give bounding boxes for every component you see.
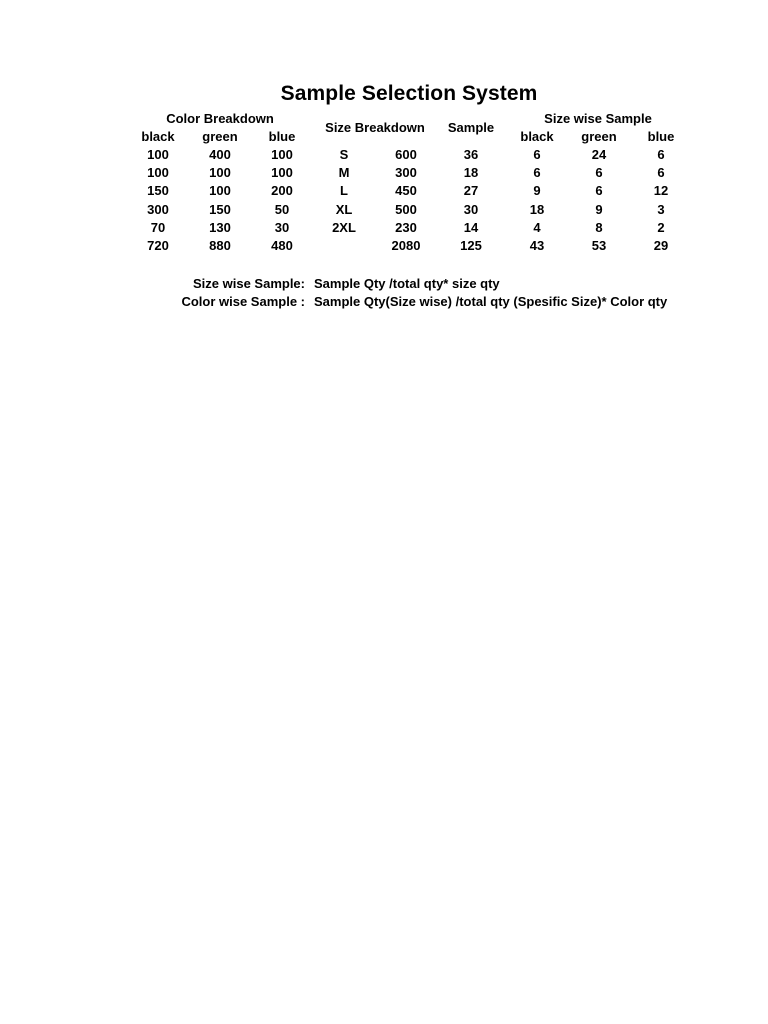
cell-color-blue: 200 [271, 183, 293, 198]
cell-sample-green: 9 [595, 202, 603, 217]
cell-color-black: 720 [147, 238, 169, 253]
cell-color-black: 100 [147, 165, 169, 180]
header-color-green: green [202, 129, 238, 144]
cell-color-green: 880 [209, 238, 231, 253]
cell-sample-green: 8 [595, 220, 603, 235]
cell-color-green: 100 [209, 183, 231, 198]
cell-size: L [340, 183, 348, 198]
header-sample-green: green [581, 129, 617, 144]
cell-color-black: 150 [147, 183, 169, 198]
cell-sample-green: 24 [591, 147, 607, 162]
cell-sample-blue: 6 [657, 165, 665, 180]
page-title: Sample Selection System [280, 82, 538, 105]
cell-size: 2XL [332, 220, 356, 235]
cell-sample-green: 53 [591, 238, 607, 253]
cell-sample-blue: 29 [653, 238, 669, 253]
cell-size-qty: 300 [395, 165, 417, 180]
cell-color-green: 100 [209, 165, 231, 180]
note-label-color-wise: Color wise Sample : [181, 294, 305, 309]
cell-color-blue: 50 [274, 202, 290, 217]
note-label-size-wise: Size wise Sample: [193, 276, 305, 291]
cell-color-black: 300 [147, 202, 169, 217]
cell-size-qty: 500 [395, 202, 417, 217]
header-sample-black: black [520, 129, 554, 144]
cell-sample-black: 4 [533, 220, 541, 235]
cell-sample: 14 [463, 220, 479, 235]
cell-color-green: 150 [209, 202, 231, 217]
cell-color-green: 400 [209, 147, 231, 162]
cell-sample: 18 [463, 165, 479, 180]
cell-size: M [338, 165, 350, 180]
note-text-color-wise: Sample Qty(Size wise) /total qty (Spesific Size)* Color qty [314, 294, 668, 309]
header-sample: Sample [447, 120, 495, 135]
cell-size-qty: 450 [395, 183, 417, 198]
header-sample-blue: blue [647, 129, 675, 144]
cell-sample-black: 9 [533, 183, 541, 198]
cell-size: XL [335, 202, 353, 217]
cell-sample-blue: 6 [657, 147, 665, 162]
cell-sample: 36 [463, 147, 479, 162]
cell-sample: 30 [463, 202, 479, 217]
header-color-black: black [141, 129, 175, 144]
cell-size-qty: 600 [395, 147, 417, 162]
cell-sample-green: 6 [595, 165, 603, 180]
header-color-breakdown: Color Breakdown [166, 111, 274, 126]
cell-color-blue: 100 [271, 147, 293, 162]
cell-sample-black: 18 [529, 202, 545, 217]
cell-size-qty: 230 [395, 220, 417, 235]
cell-size-qty: 2080 [391, 238, 421, 253]
cell-color-black: 100 [147, 147, 169, 162]
cell-sample-blue: 12 [653, 183, 669, 198]
cell-size: S [339, 147, 349, 162]
header-color-blue: blue [268, 129, 296, 144]
header-size-breakdown: Size Breakdown [325, 120, 425, 135]
cell-sample-black: 43 [529, 238, 545, 253]
cell-sample: 125 [460, 238, 482, 253]
cell-sample-blue: 3 [657, 202, 665, 217]
header-size-wise-sample: Size wise Sample [544, 111, 652, 126]
cell-color-blue: 30 [274, 220, 290, 235]
cell-sample-black: 6 [533, 165, 541, 180]
cell-sample-black: 6 [533, 147, 541, 162]
cell-color-blue: 100 [271, 165, 293, 180]
cell-color-black: 70 [150, 220, 166, 235]
cell-sample-green: 6 [595, 183, 603, 198]
cell-sample: 27 [463, 183, 479, 198]
cell-color-blue: 480 [271, 238, 293, 253]
cell-sample-blue: 2 [657, 220, 665, 235]
note-text-size-wise: Sample Qty /total qty* size qty [314, 276, 500, 291]
cell-color-green: 130 [209, 220, 231, 235]
